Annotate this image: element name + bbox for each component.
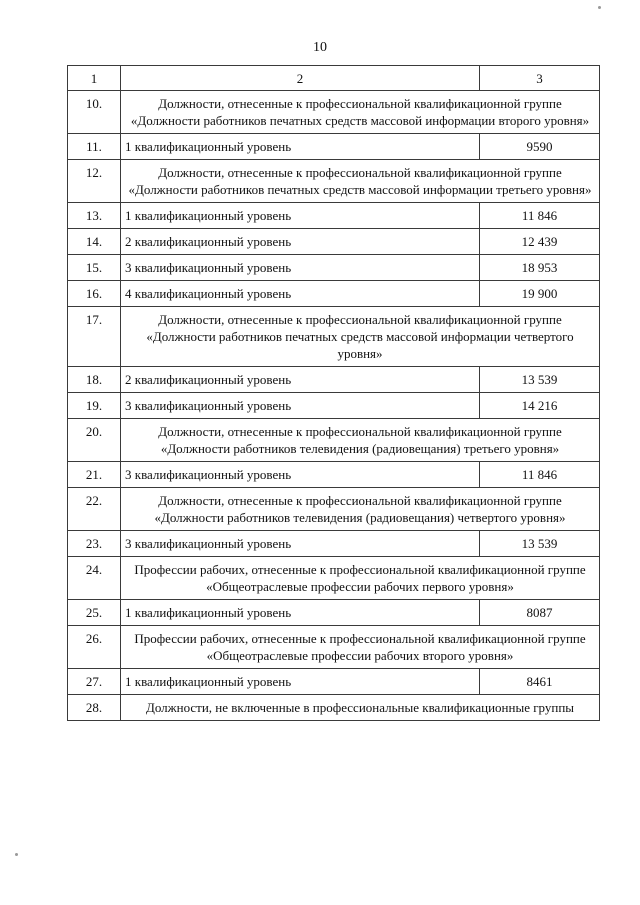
level-name: 1 квалификационный уровень bbox=[121, 600, 480, 626]
table-row bbox=[68, 229, 600, 255]
row-number: 27. bbox=[68, 669, 121, 695]
level-name: 2 квалификационный уровень bbox=[121, 367, 480, 393]
row-number: 16. bbox=[68, 281, 121, 307]
salary-value: 14 216 bbox=[480, 393, 600, 419]
table-row-group bbox=[68, 160, 600, 203]
salary-value: 18 953 bbox=[480, 255, 600, 281]
table-row bbox=[68, 281, 600, 307]
level-name: 3 квалификационный уровень bbox=[121, 462, 480, 488]
level-name: 3 квалификационный уровень bbox=[121, 393, 480, 419]
table-row-group bbox=[68, 626, 600, 669]
salary-value: 13 539 bbox=[480, 531, 600, 557]
row-number: 25. bbox=[68, 600, 121, 626]
row-number: 22. bbox=[68, 488, 121, 531]
group-title: Должности, отнесенные к профессиональной квалификационной группе «Должности работников печатных средств массовой информации второго уровня» bbox=[121, 91, 600, 134]
group-title: Должности, отнесенные к профессиональной квалификационной группе «Должности работников печатных средств массовой информации четвертого уровня» bbox=[121, 307, 600, 367]
salary-table bbox=[67, 65, 600, 721]
header-cell-col-1: 1 bbox=[68, 66, 121, 91]
header-cell-col-2: 2 bbox=[121, 66, 480, 91]
table-row bbox=[68, 531, 600, 557]
level-name: 1 квалификационный уровень bbox=[121, 203, 480, 229]
level-name: 3 квалификационный уровень bbox=[121, 255, 480, 281]
group-title: Должности, не включенные в профессиональные квалификационные группы bbox=[121, 695, 600, 721]
table-row bbox=[68, 203, 600, 229]
page-number: 10 bbox=[313, 40, 327, 55]
scan-speck bbox=[598, 6, 601, 9]
table-row bbox=[68, 134, 600, 160]
table-row-group bbox=[68, 307, 600, 367]
row-number: 17. bbox=[68, 307, 121, 367]
level-name: 1 квалификационный уровень bbox=[121, 669, 480, 695]
row-number: 18. bbox=[68, 367, 121, 393]
table-row bbox=[68, 600, 600, 626]
row-number: 20. bbox=[68, 419, 121, 462]
row-number: 24. bbox=[68, 557, 121, 600]
salary-value: 11 846 bbox=[480, 462, 600, 488]
row-number: 21. bbox=[68, 462, 121, 488]
group-title: Профессии рабочих, отнесенные к профессиональной квалификационной группе «Общеотраслевые профессии рабочих первого уровня» bbox=[121, 557, 600, 600]
level-name: 4 квалификационный уровень bbox=[121, 281, 480, 307]
salary-value: 11 846 bbox=[480, 203, 600, 229]
table-row-group bbox=[68, 488, 600, 531]
scan-speck bbox=[15, 853, 18, 856]
row-number: 13. bbox=[68, 203, 121, 229]
table-row bbox=[68, 393, 600, 419]
salary-value: 9590 bbox=[480, 134, 600, 160]
salary-value: 8087 bbox=[480, 600, 600, 626]
table-row bbox=[68, 462, 600, 488]
row-number: 15. bbox=[68, 255, 121, 281]
row-number: 14. bbox=[68, 229, 121, 255]
table-row-group bbox=[68, 91, 600, 134]
row-number: 11. bbox=[68, 134, 121, 160]
salary-value: 13 539 bbox=[480, 367, 600, 393]
table-header-row bbox=[68, 66, 600, 91]
table-row-group bbox=[68, 557, 600, 600]
table-row bbox=[68, 255, 600, 281]
salary-value: 8461 bbox=[480, 669, 600, 695]
table-row bbox=[68, 669, 600, 695]
table-row-group bbox=[68, 419, 600, 462]
group-title: Должности, отнесенные к профессиональной квалификационной группе «Должности работников печатных средств массовой информации третьего уровня» bbox=[121, 160, 600, 203]
group-title: Профессии рабочих, отнесенные к профессиональной квалификационной группе «Общеотраслевые профессии рабочих второго уровня» bbox=[121, 626, 600, 669]
table-row bbox=[68, 367, 600, 393]
header-cell-col-3: 3 bbox=[480, 66, 600, 91]
level-name: 3 квалификационный уровень bbox=[121, 531, 480, 557]
salary-value: 19 900 bbox=[480, 281, 600, 307]
table-row-group bbox=[68, 695, 600, 721]
row-number: 10. bbox=[68, 91, 121, 134]
level-name: 1 квалификационный уровень bbox=[121, 134, 480, 160]
level-name: 2 квалификационный уровень bbox=[121, 229, 480, 255]
row-number: 26. bbox=[68, 626, 121, 669]
row-number: 28. bbox=[68, 695, 121, 721]
row-number: 23. bbox=[68, 531, 121, 557]
group-title: Должности, отнесенные к профессиональной квалификационной группе «Должности работников телевидения (радиовещания) четвертого уровня» bbox=[121, 488, 600, 531]
row-number: 12. bbox=[68, 160, 121, 203]
group-title: Должности, отнесенные к профессиональной квалификационной группе «Должности работников телевидения (радиовещания) третьего уровня» bbox=[121, 419, 600, 462]
salary-value: 12 439 bbox=[480, 229, 600, 255]
row-number: 19. bbox=[68, 393, 121, 419]
